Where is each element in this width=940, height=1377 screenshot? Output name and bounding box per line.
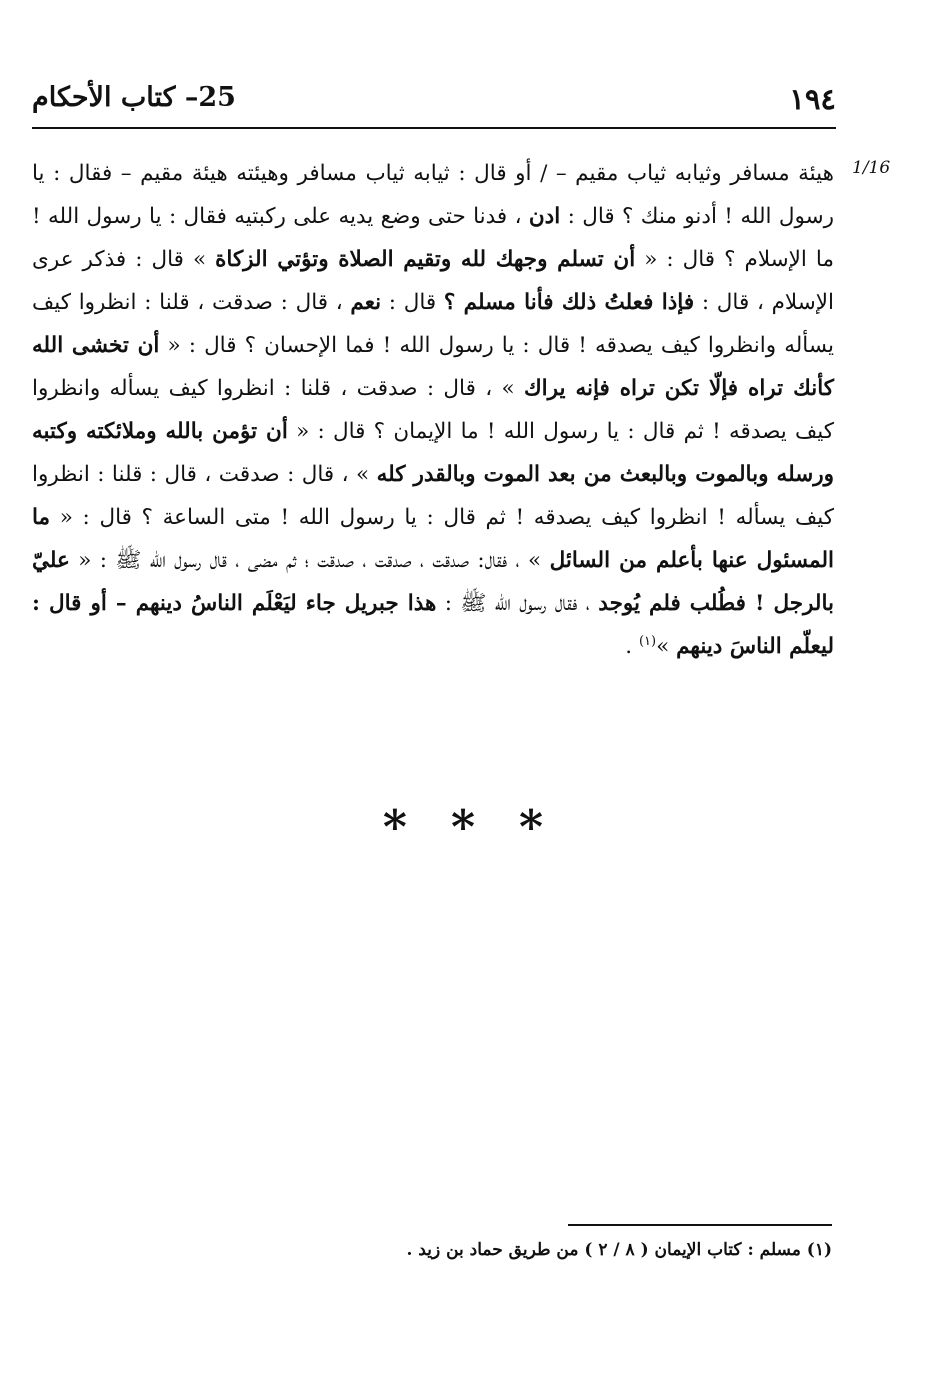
header-divider	[32, 127, 836, 129]
hadith-quote: عليّ بالرجل ! فطُلب فلم يُوجد	[32, 548, 834, 616]
narration-text: ، فدنا حتى وضع يديه على ركبتيه فقال : يا رسول الله ! ما الإسلام ؟ قال : «	[32, 204, 834, 272]
narration-text: قال :	[381, 290, 444, 315]
footnote: (١) مسلم : كتاب الإيمان ( ٨ / ٢ ) من طريق حماد بن زيد .	[406, 1240, 832, 1260]
narration-text: ، قال : صدقت ، قلنا : انظروا كيف يسأله وانظروا كيف يصدقه ! قال : يا رسول الله ! فما الإحسان ؟ قال : «	[32, 290, 834, 358]
footnote-marker: (١)	[638, 633, 657, 649]
footnote-divider	[568, 1224, 832, 1226]
section-separator: * * *	[382, 800, 558, 854]
page-number: ١٩٤	[789, 82, 836, 116]
narration-text: » ، فقال: صدقت ، صدقت ، صدقت ؛ ثم مضى ، قال رسول الله ﷺ : «	[69, 548, 550, 573]
chapter-title: 25– كتاب الأحكام	[32, 82, 236, 113]
hadith-quote: هذا جبريل جاء ليَعْلَم الناسُ دينهم – أو قال : ليعلّم الناسَ دينهم	[32, 591, 834, 659]
hadith-quote: ادن	[528, 204, 561, 229]
paragraph-end: .	[625, 634, 639, 659]
hadith-quote: أن تسلم وجهك لله وتقيم الصلاة وتؤتي الزكاة	[215, 247, 636, 272]
narration-text: » قال : فذكر عرى الإسلام ، قال :	[32, 247, 834, 315]
narration-text: »	[656, 634, 677, 659]
hadith-quote: ما المسئول عنها بأعلم من السائل	[32, 505, 834, 573]
narration-text: ، فقال رسول الله ﷺ :	[436, 591, 599, 616]
hadith-quote: فإذا فعلتُ ذلك فأنا مسلم ؟	[443, 290, 695, 315]
narration-text: » ، قال : صدقت ، قلنا : انظروا كيف يسأله وانظروا كيف يصدقه ! ثم قال : يا رسول الله ! ما الإيمان ؟ قال : «	[32, 376, 834, 444]
hadith-quote: أن تخشى الله كأنك تراه فإلّا تكن تراه فإنه يراك	[32, 333, 835, 401]
body-paragraph	[32, 152, 834, 668]
hadith-quote: أن تؤمن بالله وملائكته وكتبه ورسله وبالموت وبالبعث من بعد الموت وبالقدر كله	[32, 419, 834, 487]
margin-reference: 1/16	[852, 158, 891, 178]
hadith-quote: نعم	[350, 290, 382, 315]
page-header	[32, 78, 836, 122]
narration-text: » ، قال : صدقت ، قال : قلنا : انظروا كيف يسأله ! انظروا كيف يصدقه ! ثم قال : يا رسول الله ! متى الساعة ؟ قال : «	[32, 462, 834, 530]
narration-text: هيئة مسافر وثيابه ثياب مقيم – / أو قال : ثيابه ثياب مسافر وهيئته هيئة مقيم – فقال : يا رسول الله ! أدنو منك ؟ قال :	[32, 161, 834, 229]
